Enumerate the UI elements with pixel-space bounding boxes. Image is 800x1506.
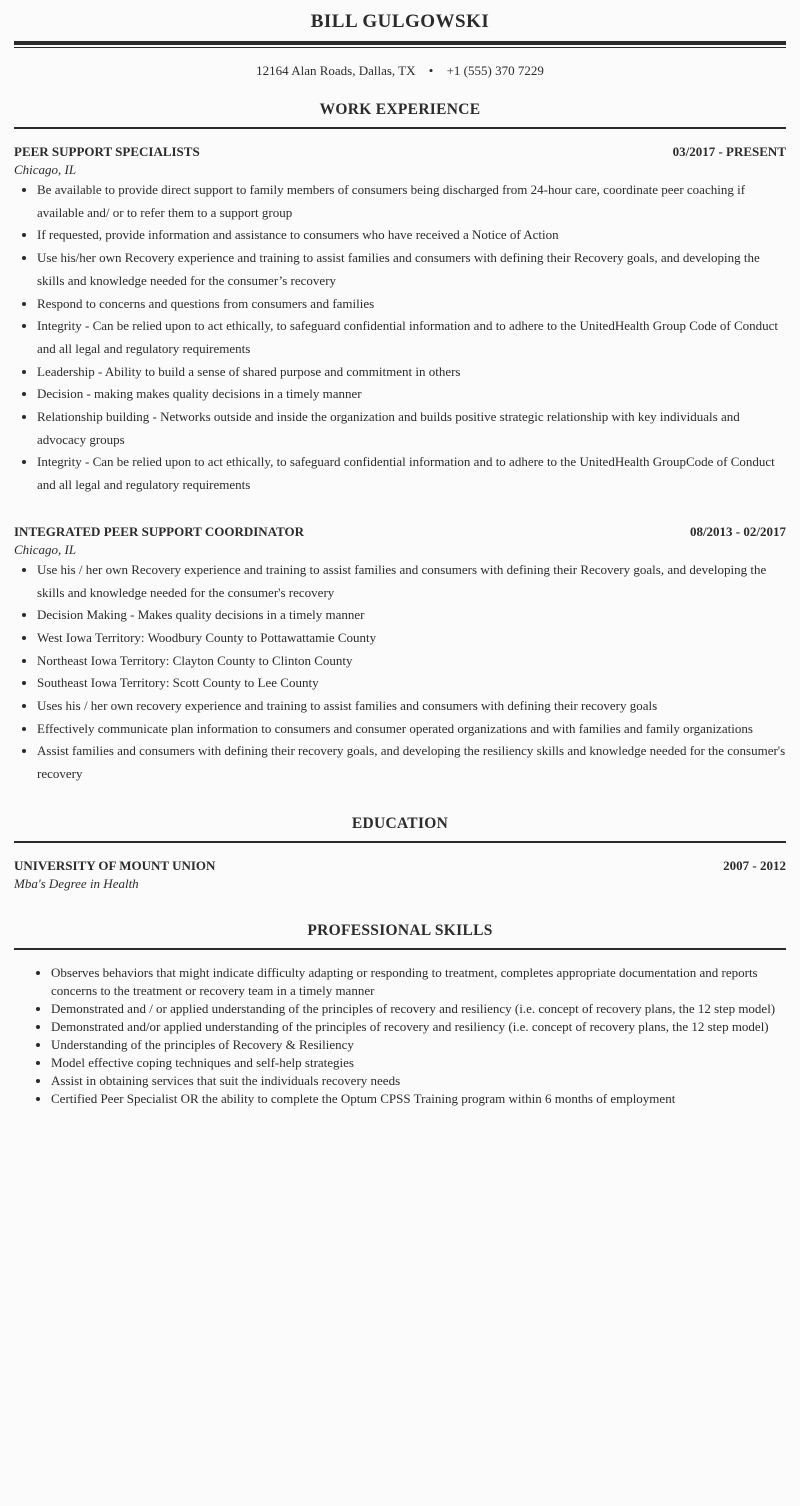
job-bullet: • Northeast Iowa Territory: Clayton County to Clinton County (37, 650, 786, 673)
job-bullet: • Relationship building - Networks outside and inside the organization and builds positive strategic relationship with key individuals and advocacy groups (37, 406, 786, 451)
contact-separator: • (428, 63, 434, 78)
skills-section (14, 921, 786, 1108)
work-experience-title: WORK EXPERIENCE (319, 101, 481, 118)
job-location: Chicago, IL (14, 162, 77, 177)
job-title: PEER SUPPORT SPECIALISTS (14, 144, 200, 159)
job-bullet: • Leadership - Ability to build a sense of shared purpose and commitment in others (37, 361, 786, 384)
skill-item: • Certified Peer Specialist OR the ability to complete the Optum CPSS Training program within 6 months of employment (51, 1090, 786, 1108)
job-bullet: • Decision - making makes quality decisions in a timely manner (37, 383, 786, 406)
skill-item: • Observes behaviors that might indicate difficulty adapting or responding to treatment, completes appropriate documentation and reports concerns to the treatment or recovery team in a timely manner (51, 964, 786, 1000)
job-bullet: • Integrity - Can be relied upon to act ethically, to safeguard confidential information and to adhere to the UnitedHealth Group Code of Conduct and all legal and regulatory requirements (37, 315, 786, 360)
skill-item: • Demonstrated and / or applied understanding of the principles of recovery and resiliency (i.e. concept of recovery plans, the 12 step model) (51, 1000, 786, 1018)
job-location: Chicago, IL (14, 541, 77, 557)
skills-list (14, 964, 786, 1108)
phone: +1 (555) 370 7229 (446, 63, 544, 78)
job-dates: 08/2013 - 02/2017 (689, 523, 786, 539)
job-bullet: • Be available to provide direct support to family members of consumers being discharged from 24-hour care, coordinate peer coaching if available and/ or to refer them to a support group (37, 179, 786, 224)
skill-item: • Model effective coping techniques and self-help strategies (51, 1054, 786, 1072)
job-bullets (14, 179, 786, 497)
education-header (14, 857, 786, 875)
skills-title: PROFESSIONAL SKILLS (307, 921, 493, 939)
school-name: UNIVERSITY OF MOUNT UNION (14, 857, 216, 873)
job-entry (14, 523, 786, 786)
skill-item: • Assist in obtaining services that suit the individuals recovery needs (51, 1072, 786, 1090)
job-title: INTEGRATED PEER SUPPORT COORDINATOR (14, 523, 305, 539)
job-bullet: • Decision Making - Makes quality decisions in a timely manner (37, 604, 786, 627)
education-dates: 2007 - 2012 (723, 857, 786, 873)
job-bullet: • Southeast Iowa Territory: Scott County to Lee County (37, 672, 786, 695)
section-rule (14, 841, 786, 843)
skill-item: • Understanding of the principles of Recovery & Resiliency (51, 1036, 786, 1054)
education-entry (14, 857, 786, 893)
skill-item: • Demonstrated and/or applied understanding of the principles of recovery and resiliency (i.e. concept of recovery plans, the 12 step model) (51, 1018, 786, 1036)
job-bullet: • If requested, provide information and assistance to consumers who have received a Notice of Action (37, 224, 786, 247)
address: 12164 Alan Roads, Dallas, TX (256, 63, 416, 78)
job-entry (14, 143, 786, 497)
section-rule (14, 127, 786, 129)
job-bullet: • Uses his / her own recovery experience and training to assist families and consumers with defining their recovery goals (37, 695, 786, 718)
education-section (14, 814, 786, 893)
job-header (14, 143, 786, 161)
contact-line (14, 62, 786, 80)
job-header (14, 523, 786, 541)
job-bullet: • Respond to concerns and questions from consumers and families (37, 293, 786, 316)
work-experience-section (14, 100, 786, 786)
section-rule (14, 948, 786, 950)
header-rule-thin (14, 47, 786, 48)
job-bullet: • Use his/her own Recovery experience and training to assist families and consumers with defining their Recovery goals, and developing the skills and knowledge needed for the consumer’s recovery (37, 247, 786, 292)
job-bullet: • Effectively communicate plan information to consumers and consumer operated organizations and with families and family organizations (37, 718, 786, 741)
degree: Mba's Degree in Health (14, 875, 139, 891)
job-bullet: • Assist families and consumers with defining their recovery goals, and developing the resiliency skills and knowledge needed for the consumer's recovery (37, 740, 786, 785)
job-bullet: • Integrity - Can be relied upon to act ethically, to safeguard confidential information and to adhere to the UnitedHealth GroupCode of Conduct and all legal and regulatory requirements (37, 451, 786, 496)
candidate-name: BILL GULGOWSKI (310, 11, 490, 32)
job-bullet: • Use his / her own Recovery experience and training to assist families and consumers with defining their Recovery goals, and developing the skills and knowledge needed for the consumer's recovery (37, 559, 786, 604)
header-rule-thick (14, 41, 786, 45)
job-bullet: • West Iowa Territory: Woodbury County to Pottawattamie County (37, 627, 786, 650)
job-bullets (14, 559, 786, 786)
job-dates: 03/2017 - PRESENT (672, 144, 786, 159)
education-title: EDUCATION (351, 814, 449, 832)
